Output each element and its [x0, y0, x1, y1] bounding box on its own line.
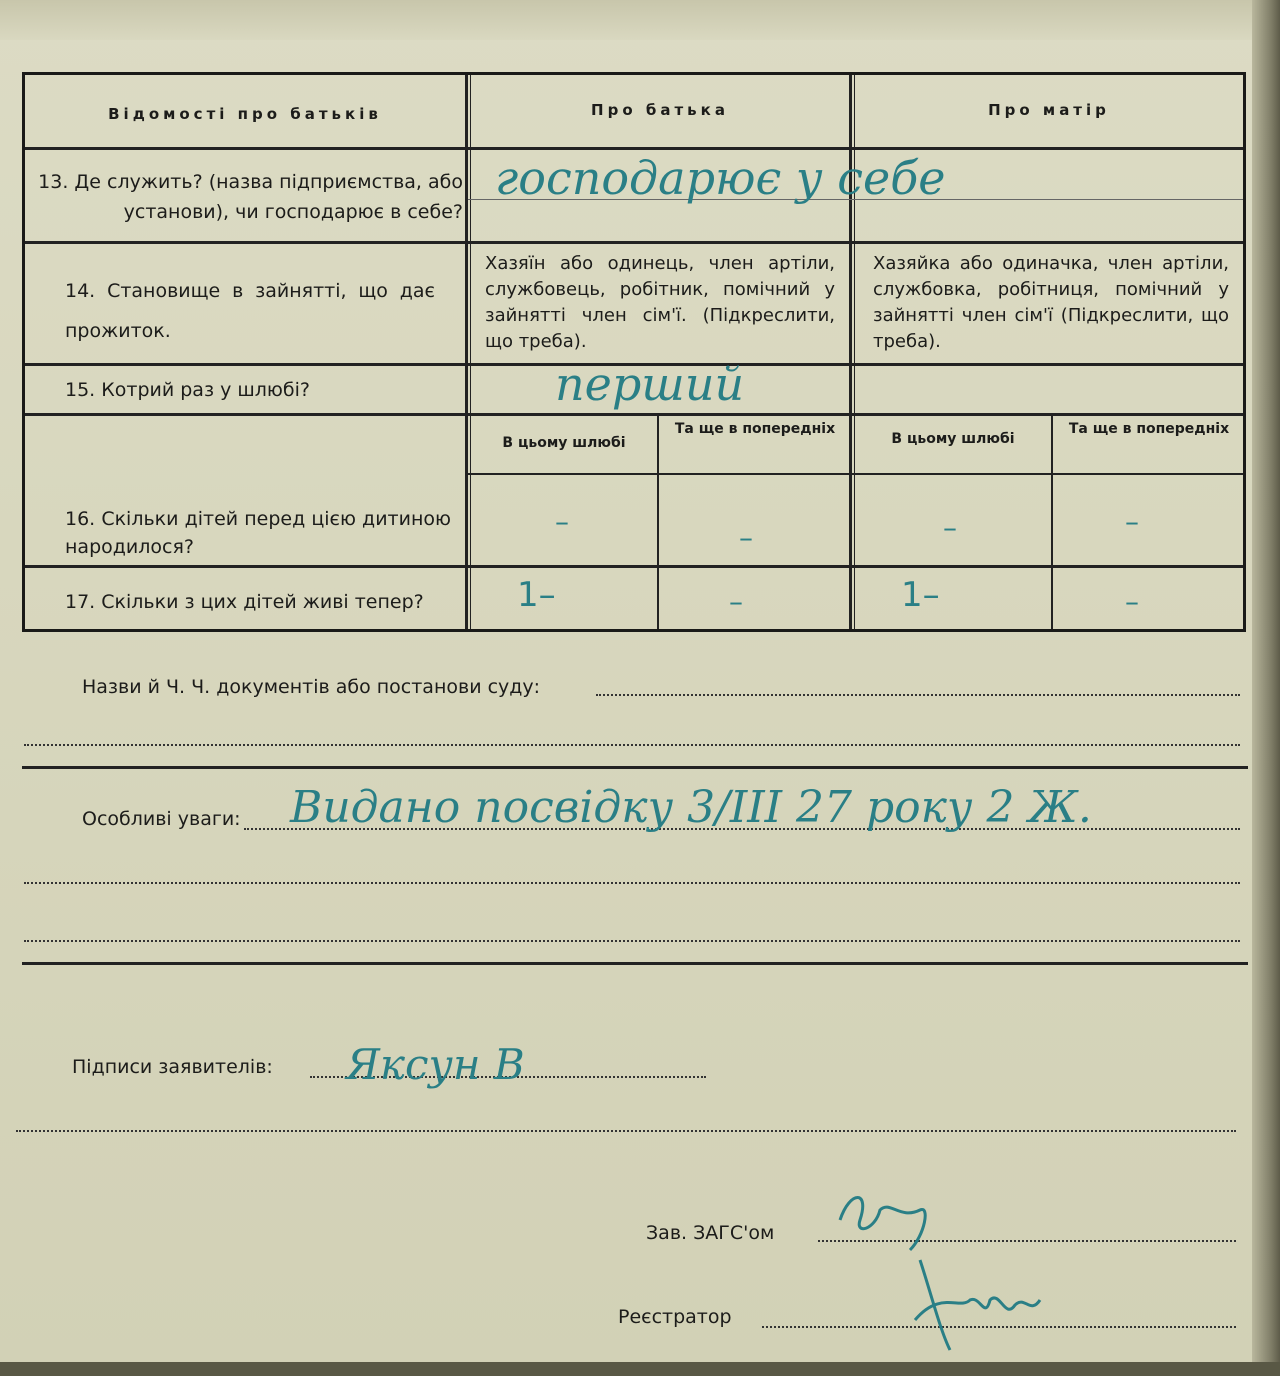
section-divider-1: [22, 766, 1248, 769]
row14-father-options: Хазяїн або одинець, член артіли, службовець, робітник, помічний у зайнятті член сім'ї. (Підкреслити, що треба).: [485, 253, 835, 352]
row17-mother-this: 1–: [901, 575, 940, 615]
table-vline-1b: [470, 75, 471, 629]
header-about-father: Про батька: [591, 101, 729, 119]
registrar-signature-scribble: [880, 1250, 1080, 1360]
table-vline-sub-1: [657, 415, 659, 629]
paper-top-edge: [0, 0, 1280, 40]
sub-father-previous: Та ще в попередніх: [674, 421, 836, 437]
table-vline-sub-2: [1051, 415, 1053, 629]
table-hline-15: [25, 413, 1243, 416]
header-parents-info: Відомості про батьків: [108, 105, 382, 123]
row16-mother-prev: –: [1125, 505, 1139, 538]
registrar-label: Реєстратор: [618, 1306, 732, 1328]
sub-mother-this-marriage: В цьому шлюбі: [891, 431, 1015, 447]
row17-father-prev: –: [729, 585, 743, 618]
head-signature-scribble: [830, 1180, 950, 1260]
remarks-label: Особливі уваги:: [82, 808, 241, 830]
applicants-signature: Яксун В: [346, 1040, 525, 1089]
sub-father-this-marriage: В цьому шлюбі: [502, 435, 626, 451]
remarks-handwritten: Видано посвідку 3/III 27 року 2 Ж.: [290, 782, 1092, 833]
row16-question: 16. Скільки дітей перед цією дитиною народилося?: [65, 508, 451, 558]
documents-line-2: [24, 744, 1240, 746]
row14-mother-options: Хазяйка або одиначка, член артіли, службовка, робітниця, помічний у зайнятті член сім'ї (Підкреслити, що треба).: [873, 253, 1229, 352]
row13-question: 13. Де служить? (назва підприємства, або установи), чи господарює в себе?: [38, 171, 463, 223]
sub-mother-previous: Та ще в попередніх: [1068, 421, 1230, 437]
row14-question: 14. Становище в зайнятті, що дає прожиток.: [65, 280, 435, 342]
paper-bottom-edge: [0, 1362, 1280, 1376]
row17-mother-prev: –: [1125, 585, 1139, 618]
table-hline-16: [25, 565, 1243, 568]
head-of-registry-label: Зав. ЗАГС'ом: [646, 1222, 775, 1244]
documents-line-1: [596, 694, 1240, 696]
header-about-mother: Про матір: [988, 101, 1110, 119]
paper-right-edge: [1252, 0, 1280, 1376]
table-vline-1: [465, 75, 468, 629]
remarks-line-3: [24, 940, 1240, 942]
documents-label: Назви й Ч. Ч. документів або постанови суду:: [82, 676, 541, 698]
row15-question: 15. Котрий раз у шлюбі?: [65, 379, 310, 401]
parents-info-table: [22, 72, 1246, 632]
row16-father-prev: –: [739, 521, 753, 554]
row17-father-this: 1–: [517, 575, 556, 615]
signature-line-blank: [16, 1130, 1236, 1132]
table-hline-header: [25, 147, 1243, 150]
table-hline-13: [25, 241, 1243, 244]
table-hline-sub: [468, 473, 1243, 475]
row17-question: 17. Скільки з цих дітей живі тепер?: [65, 591, 424, 613]
row13-answer: господарює у себе: [495, 151, 946, 205]
row16-mother-this: –: [943, 511, 957, 544]
remarks-line-2: [24, 882, 1240, 884]
row15-answer: перший: [555, 357, 745, 411]
section-divider-2: [22, 962, 1248, 965]
row16-father-this: –: [555, 505, 569, 538]
applicants-signature-label: Підписи заявителів:: [72, 1056, 273, 1078]
